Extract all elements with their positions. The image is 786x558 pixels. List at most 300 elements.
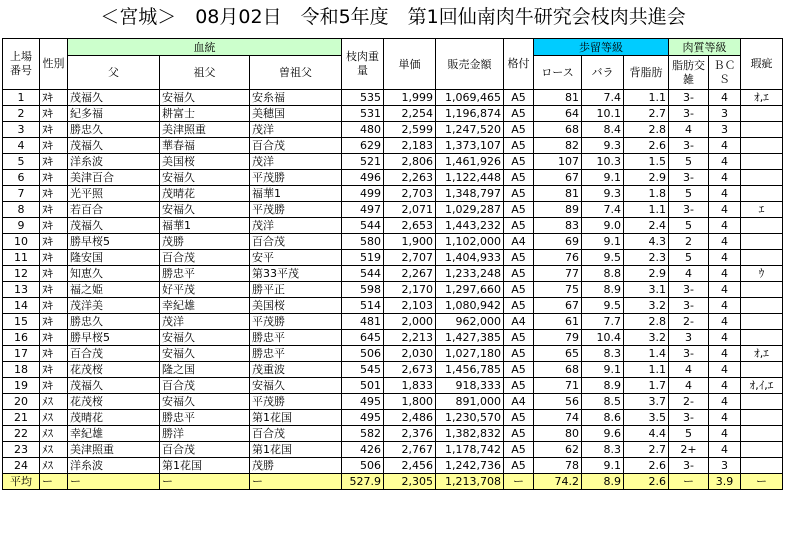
cell-grade: A5 [504,298,534,314]
table-row [3,410,783,426]
cell-great-grandfather: 平茂勝 [250,314,342,330]
cell-rib: 9.5 [582,298,624,314]
cell-sales: 1,233,248 [436,266,504,282]
cell-sex: ﾇｷ [40,218,68,234]
cell-unit-price: 2,170 [384,282,436,298]
cell-rib: 8.9 [582,282,624,298]
cell-unit-price: 1,800 [384,394,436,410]
cell-unit-price: 2,263 [384,170,436,186]
cell-unit-price: 2,213 [384,330,436,346]
cell-rib: 9.0 [582,218,624,234]
cell-defect [741,394,783,410]
cell-rib: 9.1 [582,170,624,186]
cell-no: 3 [3,122,40,138]
cell-grade: A5 [504,202,534,218]
cell-sales: 1,178,742 [436,442,504,458]
cell-unit-price: 2,376 [384,426,436,442]
cell-grandfather: 茂晴花 [160,186,250,202]
cell-unit-price: 2,103 [384,298,436,314]
cell-bms: 3- [669,90,709,106]
cell-no: 11 [3,250,40,266]
cell-father: 花茂桜 [68,362,160,378]
cell-grandfather: 耕富士 [160,106,250,122]
cell-father: 勝忠久 [68,122,160,138]
cell-no: 15 [3,314,40,330]
cell-grade: A5 [504,346,534,362]
cell-weight: 480 [342,122,384,138]
cell-rib: 10.3 [582,154,624,170]
cell-rib: 10.4 [582,330,624,346]
col-bcs: ＢＣＳ [709,56,741,90]
cell-fat: 2.8 [624,314,669,330]
cell-bcs: 4 [709,298,741,314]
cell-rib: 9.5 [582,250,624,266]
cell-bms: 4 [669,266,709,282]
cell-grandfather: ー [160,474,250,490]
table-row [3,122,783,138]
cell-rib: 8.4 [582,122,624,138]
cell-grandfather: 安福久 [160,202,250,218]
cell-great-grandfather: 福華1 [250,186,342,202]
cell-sex: ﾇｷ [40,378,68,394]
cell-father: 美津百合 [68,170,160,186]
cell-loin: 78 [534,458,582,474]
cell-unit-price: 2,000 [384,314,436,330]
table-row [3,282,783,298]
cell-father: 茂洋美 [68,298,160,314]
cell-bcs: 3 [709,458,741,474]
cell-defect [741,186,783,202]
cell-sales: 1,196,874 [436,106,504,122]
col-defect: 瑕疵 [741,39,783,90]
cell-great-grandfather: 茂重波 [250,362,342,378]
cell-no: 10 [3,234,40,250]
cell-grandfather: 美国桜 [160,154,250,170]
cell-fat: 2.6 [624,458,669,474]
cell-sex: ﾒｽ [40,410,68,426]
cell-great-grandfather: 安平 [250,250,342,266]
cell-sales: 1,080,942 [436,298,504,314]
cell-defect [741,154,783,170]
table-body [3,90,783,490]
cell-defect [741,250,783,266]
cell-unit-price: 2,305 [384,474,436,490]
cell-no: 24 [3,458,40,474]
cell-sex: ﾇｷ [40,154,68,170]
cell-no: 5 [3,154,40,170]
cell-no: 17 [3,346,40,362]
table-row [3,90,783,106]
cell-no: 20 [3,394,40,410]
cell-great-grandfather: 勝平正 [250,282,342,298]
cell-defect [741,298,783,314]
cell-grade: A4 [504,314,534,330]
cell-unit-price: 2,267 [384,266,436,282]
table-row [3,202,783,218]
cell-father: 勝早桜5 [68,330,160,346]
cell-bcs: 4 [709,234,741,250]
cell-unit-price: 2,703 [384,186,436,202]
cell-rib: 9.6 [582,426,624,442]
cell-grade: A5 [504,90,534,106]
cell-father: 勝早桜5 [68,234,160,250]
cell-sales: 1,348,797 [436,186,504,202]
cell-sales: 1,443,232 [436,218,504,234]
col-father: 父 [68,56,160,90]
cell-father: 茂福久 [68,138,160,154]
cell-defect: ｵ,ｴ [741,90,783,106]
cell-loin: 56 [534,394,582,410]
cell-sales: 1,382,832 [436,426,504,442]
cell-defect: ｵ,ｲ,ｴ [741,378,783,394]
cell-grade: A5 [504,442,534,458]
cell-bms: 3- [669,346,709,362]
cell-weight: 506 [342,458,384,474]
cell-fat: 1.1 [624,202,669,218]
cell-loin: 67 [534,298,582,314]
cell-bms: 3- [669,106,709,122]
cell-grandfather: 安福久 [160,346,250,362]
cell-fat: 1.1 [624,362,669,378]
average-row [3,474,783,490]
cell-grade: A5 [504,362,534,378]
cell-sex: ﾇｷ [40,298,68,314]
cell-bms: 3- [669,410,709,426]
cell-bcs: 4 [709,378,741,394]
cell-father: 花茂桜 [68,394,160,410]
cell-defect [741,410,783,426]
cell-bms: ー [669,474,709,490]
cell-weight: 521 [342,154,384,170]
cell-great-grandfather: 百合茂 [250,234,342,250]
cell-fat: 3.1 [624,282,669,298]
cell-father: 洋糸波 [68,154,160,170]
table-row [3,330,783,346]
cell-grandfather: 幸紀雄 [160,298,250,314]
cell-bcs: 3 [709,106,741,122]
cell-sex: ﾒｽ [40,442,68,458]
cell-rib: 8.5 [582,394,624,410]
cell-grandfather: 安福久 [160,330,250,346]
table-row [3,458,783,474]
cell-bms: 4 [669,378,709,394]
cell-fat: 2.4 [624,218,669,234]
cell-fat: 2.9 [624,170,669,186]
cell-grandfather: 茂勝 [160,234,250,250]
col-no: 上場番号 [3,39,40,90]
cell-bms: 2- [669,314,709,330]
cell-sales: 1,027,180 [436,346,504,362]
cell-grade: A5 [504,378,534,394]
cell-great-grandfather: 平茂勝 [250,202,342,218]
cell-grandfather: 茂洋 [160,314,250,330]
cell-bcs: 4 [709,394,741,410]
col-grandfather: 祖父 [160,56,250,90]
cell-unit-price: 2,456 [384,458,436,474]
col-quality-group: 肉質等級 [669,39,741,56]
cell-no: 16 [3,330,40,346]
cell-unit-price: 2,767 [384,442,436,458]
cell-weight: 535 [342,90,384,106]
cell-no: 22 [3,426,40,442]
cell-unit-price: 2,806 [384,154,436,170]
cell-father: 幸紀雄 [68,426,160,442]
cell-loin: 80 [534,426,582,442]
cell-no: 1 [3,90,40,106]
cell-loin: 68 [534,362,582,378]
cell-bcs: 4 [709,266,741,282]
cell-loin: 81 [534,186,582,202]
cell-grade: A5 [504,330,534,346]
cell-sex: ー [40,474,68,490]
cell-grandfather: 美津照重 [160,122,250,138]
cell-bcs: 4 [709,154,741,170]
cell-bms: 3- [669,298,709,314]
cell-sex: ﾇｷ [40,90,68,106]
cell-great-grandfather: 勝忠平 [250,346,342,362]
cell-great-grandfather: 第1花国 [250,442,342,458]
cell-weight: 527.9 [342,474,384,490]
col-loin: ロース [534,56,582,90]
cell-sex: ﾇｷ [40,314,68,330]
cell-sex: ﾇｷ [40,250,68,266]
cell-loin: 71 [534,378,582,394]
cell-father: 若百合 [68,202,160,218]
table-row [3,234,783,250]
cell-fat: 4.4 [624,426,669,442]
cell-great-grandfather: 勝忠平 [250,330,342,346]
cell-sales: 1,029,287 [436,202,504,218]
cell-fat: 1.7 [624,378,669,394]
cell-rib: 9.3 [582,138,624,154]
cell-bms: 3- [669,170,709,186]
cell-grandfather: 隆之国 [160,362,250,378]
cell-no: 9 [3,218,40,234]
cell-grandfather: 安福久 [160,170,250,186]
cell-sales: 1,427,385 [436,330,504,346]
cell-sex: ﾇｷ [40,362,68,378]
cell-loin: 69 [534,234,582,250]
cell-sales: 1,069,465 [436,90,504,106]
cell-fat: 2.3 [624,250,669,266]
cell-fat: 2.7 [624,442,669,458]
cell-loin: 89 [534,202,582,218]
table-row [3,106,783,122]
cell-great-grandfather: 茂洋 [250,122,342,138]
cell-great-grandfather: 茂洋 [250,218,342,234]
cell-bms: 4 [669,362,709,378]
cell-sales: 1,404,933 [436,250,504,266]
cell-father: ー [68,474,160,490]
col-great-grandfather: 曽祖父 [250,56,342,90]
cell-bcs: 4 [709,186,741,202]
cell-defect [741,426,783,442]
cell-great-grandfather: 安福久 [250,378,342,394]
cell-loin: 65 [534,346,582,362]
cell-bms: 4 [669,122,709,138]
cell-rib: 10.1 [582,106,624,122]
cell-fat: 2.6 [624,138,669,154]
cell-sales: 1,461,926 [436,154,504,170]
cell-defect [741,314,783,330]
cell-fat: 3.5 [624,410,669,426]
cell-defect: ー [741,474,783,490]
cell-fat: 2.8 [624,122,669,138]
cell-weight: 481 [342,314,384,330]
cell-sales: 1,297,660 [436,282,504,298]
cell-bms: 5 [669,154,709,170]
cell-fat: 1.5 [624,154,669,170]
table-row [3,138,783,154]
cell-loin: 62 [534,442,582,458]
cell-sex: ﾇｷ [40,234,68,250]
cell-bms: 3- [669,202,709,218]
cell-sex: ﾇｷ [40,266,68,282]
cell-rib: 7.4 [582,202,624,218]
cell-bcs: 4 [709,442,741,458]
cell-grandfather: 好平茂 [160,282,250,298]
cell-grandfather: 百合茂 [160,250,250,266]
cell-fat: 3.2 [624,298,669,314]
cell-rib: 8.9 [582,474,624,490]
cell-sales: 1,102,000 [436,234,504,250]
cell-fat: 2.6 [624,474,669,490]
cell-sales: 918,333 [436,378,504,394]
cell-grade: A5 [504,282,534,298]
table-row [3,186,783,202]
cell-bms: 2- [669,394,709,410]
cell-rib: 9.1 [582,362,624,378]
cell-great-grandfather: 茂洋 [250,154,342,170]
cell-father: 茂福久 [68,90,160,106]
cell-rib: 9.3 [582,186,624,202]
cell-rib: 8.8 [582,266,624,282]
cell-unit-price: 2,599 [384,122,436,138]
cell-defect [741,458,783,474]
cell-great-grandfather: 平茂勝 [250,394,342,410]
cell-weight: 582 [342,426,384,442]
table-row [3,426,783,442]
cell-defect [741,330,783,346]
cell-grade: ー [504,474,534,490]
cell-defect: ｴ [741,202,783,218]
cell-grade: A5 [504,186,534,202]
cell-bms: 3 [669,330,709,346]
cell-loin: 61 [534,314,582,330]
cell-bms: 3- [669,458,709,474]
table-row [3,250,783,266]
cell-bms: 5 [669,218,709,234]
col-grade: 格付 [504,39,534,90]
cell-no: 18 [3,362,40,378]
cell-rib: 8.6 [582,410,624,426]
cell-bms: 3- [669,138,709,154]
col-unit-price: 単価 [384,39,436,90]
cell-weight: 496 [342,170,384,186]
cell-defect [741,362,783,378]
cell-weight: 501 [342,378,384,394]
cell-grade: A5 [504,138,534,154]
cell-bcs: 4 [709,314,741,330]
cell-grade: A5 [504,426,534,442]
cell-fat: 1.8 [624,186,669,202]
cell-grade: A5 [504,266,534,282]
cell-no: 4 [3,138,40,154]
cell-grade: A5 [504,170,534,186]
cell-weight: 499 [342,186,384,202]
cell-loin: 81 [534,90,582,106]
cell-loin: 83 [534,218,582,234]
cell-weight: 645 [342,330,384,346]
cell-father: 紀多福 [68,106,160,122]
cell-weight: 545 [342,362,384,378]
cell-no: 8 [3,202,40,218]
cell-weight: 497 [342,202,384,218]
cell-no: 12 [3,266,40,282]
cell-sales: 1,456,785 [436,362,504,378]
cell-bcs: 4 [709,202,741,218]
cell-fat: 3.7 [624,394,669,410]
cell-grade: A5 [504,410,534,426]
cell-no: 21 [3,410,40,426]
cell-sex: ﾇｷ [40,186,68,202]
table-row [3,442,783,458]
col-fat: 背脂肪 [624,56,669,90]
cell-defect: ｳ [741,266,783,282]
cell-sex: ﾇｷ [40,122,68,138]
cell-weight: 519 [342,250,384,266]
cell-great-grandfather: 美穂国 [250,106,342,122]
cell-father: 光平照 [68,186,160,202]
cell-loin: 64 [534,106,582,122]
cell-loin: 75 [534,282,582,298]
cell-father: 茂福久 [68,378,160,394]
cell-sex: ﾒｽ [40,394,68,410]
cell-weight: 495 [342,394,384,410]
cell-great-grandfather: 美国桜 [250,298,342,314]
cell-grade: A5 [504,106,534,122]
cell-great-grandfather: 第1花国 [250,410,342,426]
table-row [3,394,783,410]
cell-loin: 74.2 [534,474,582,490]
cell-loin: 67 [534,170,582,186]
cell-grandfather: 安福久 [160,394,250,410]
cell-fat: 4.3 [624,234,669,250]
cell-unit-price: 1,900 [384,234,436,250]
table-row [3,314,783,330]
col-sales: 販売金額 [436,39,504,90]
cell-loin: 76 [534,250,582,266]
cell-weight: 514 [342,298,384,314]
cell-grandfather: 百合茂 [160,378,250,394]
cell-unit-price: 2,673 [384,362,436,378]
cell-sex: ﾇｷ [40,138,68,154]
page-title: ＜宮城＞ 08月02日 令和5年度 第1回仙南肉牛研究会枝肉共進会 [100,6,686,28]
cell-unit-price: 1,999 [384,90,436,106]
cell-great-grandfather: 百合茂 [250,138,342,154]
cell-sales: 1,230,570 [436,410,504,426]
cell-fat: 2.7 [624,106,669,122]
cell-loin: 74 [534,410,582,426]
cell-rib: 8.3 [582,442,624,458]
cell-defect [741,170,783,186]
cell-rib: 9.1 [582,458,624,474]
cell-unit-price: 2,707 [384,250,436,266]
cell-grandfather: 安福久 [160,90,250,106]
cell-grandfather: 勝忠平 [160,410,250,426]
cell-grandfather: 福華1 [160,218,250,234]
table-row [3,218,783,234]
